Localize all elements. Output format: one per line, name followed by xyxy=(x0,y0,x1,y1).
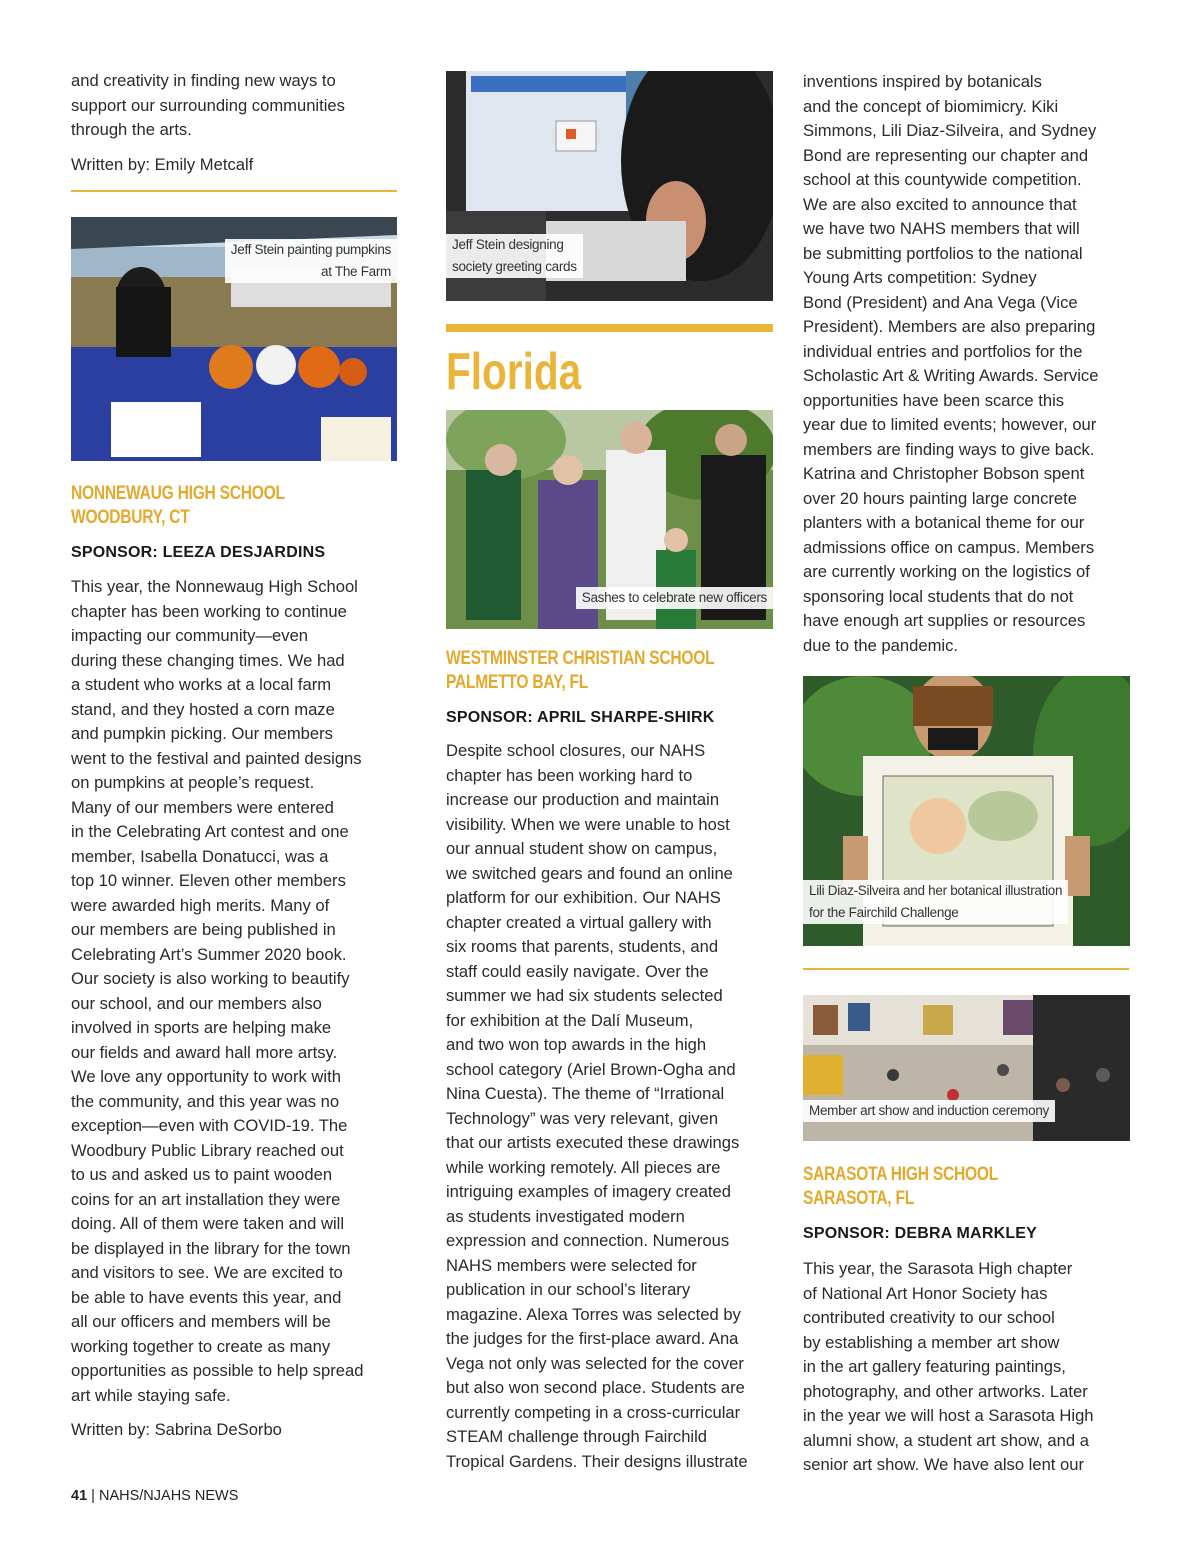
text-line: photography, and other artworks. Later xyxy=(803,1381,1088,1401)
text-line: our members are being published in xyxy=(71,920,336,939)
text-line: school at this countywide competition. xyxy=(803,170,1082,189)
text-line: staff could easily navigate. Over the xyxy=(446,961,709,981)
text-line: six rooms that parents, students, and xyxy=(446,937,719,956)
section-divider xyxy=(71,190,397,192)
text-line: due to the pandemic. xyxy=(803,635,958,655)
text-line: were awarded high merits. Many of xyxy=(71,895,330,915)
state-divider xyxy=(446,324,773,332)
text-line: Many of our members were entered xyxy=(71,797,334,817)
page-number: 41 xyxy=(71,1488,88,1504)
text-line: a student who works at a local farm xyxy=(71,675,332,694)
westminster-article-continued xyxy=(803,70,1139,658)
text-line: have enough art supplies or resources xyxy=(803,611,1086,630)
text-line: coins for an art installation they were xyxy=(71,1189,341,1209)
text-line: that our artists executed these drawings xyxy=(446,1133,740,1152)
text-line: and pumpkin picking. Our members xyxy=(71,724,333,743)
text-line: Our society is also working to beautify xyxy=(71,969,350,988)
text-line: exception—even with COVID-19. The xyxy=(71,1116,348,1135)
text-line: chapter created a virtual gallery with xyxy=(446,912,712,932)
text-line: all our officers and members will be xyxy=(71,1312,331,1331)
text-line: the judges for the first-place award. Ana xyxy=(446,1329,739,1348)
text-line: President). Members are also preparing xyxy=(803,317,1096,336)
caption-line: Lili Diaz-Silveira and her botanical illustration xyxy=(809,883,1063,898)
text-line: chapter has been working to continue xyxy=(71,601,347,621)
text-line: opportunities as possible to help spread xyxy=(71,1361,364,1380)
pumpkin-painting-photo xyxy=(71,217,397,461)
text-line: Bond (President) and Ana Vega (Vice xyxy=(803,292,1078,312)
school-heading-westminster xyxy=(446,647,773,695)
text-line: publication in our school’s literary xyxy=(446,1280,691,1299)
text-line: involved in sports are helping make xyxy=(71,1018,332,1037)
text-line: as students investigated modern xyxy=(446,1206,685,1226)
sashes-officers-photo xyxy=(446,410,773,629)
text-line: Technology” was very relevant, given xyxy=(446,1108,719,1128)
text-line: in the art gallery featuring paintings, xyxy=(803,1357,1066,1376)
text-line: admissions office on campus. Members xyxy=(803,537,1095,557)
text-line: platform for our exhibition. Our NAHS xyxy=(446,888,721,907)
nonnewaug-article xyxy=(71,575,407,1443)
text-line: Bond are representing our chapter and xyxy=(803,145,1089,165)
school-name: NONNEWAUG HIGH SCHOOL xyxy=(71,483,285,504)
sarasota-article xyxy=(803,1257,1139,1478)
school-location: WOODBURY, CT xyxy=(71,507,190,528)
text-line: our fields and award hall more artsy. xyxy=(71,1042,338,1062)
left-intro xyxy=(71,69,401,177)
text-line: senior art show. We have also lent our xyxy=(803,1455,1085,1474)
footer-separator: | xyxy=(91,1488,95,1504)
caption-line: for the Fairchild Challenge xyxy=(809,905,959,920)
text-line: are currently working on the logistics of xyxy=(803,562,1090,581)
text-line: through the arts. xyxy=(71,120,192,139)
text-line: in the Celebrating Art contest and one xyxy=(71,822,349,841)
text-line: magazine. Alexa Torres was selected by xyxy=(446,1304,741,1324)
text-line: Despite school closures, our NAHS xyxy=(446,741,706,760)
text-line: art while staying safe. xyxy=(71,1385,231,1405)
text-line: We are also excited to announce that xyxy=(803,194,1077,214)
text-line: summer we had six students selected xyxy=(446,986,723,1005)
author-credit: Written by: Sabrina DeSorbo xyxy=(71,1420,282,1439)
caption-line: Jeff Stein painting pumpkins xyxy=(230,242,391,257)
text-line: Vega not only was selected for the cover xyxy=(446,1353,744,1373)
text-line: impacting our community—even xyxy=(71,626,309,645)
text-line: planters with a botanical theme for our xyxy=(803,513,1085,532)
text-line: stand, and they hosted a corn maze xyxy=(71,699,335,719)
text-line: went to the festival and painted designs xyxy=(71,748,362,768)
school-location: PALMETTO BAY, FL xyxy=(446,672,589,693)
text-line: working together to create as many xyxy=(71,1336,331,1356)
text-line: be displayed in the library for the town xyxy=(71,1238,351,1258)
text-line: Young Arts competition: Sydney xyxy=(803,268,1037,287)
text-line: and two won top awards in the high xyxy=(446,1035,707,1054)
greeting-card-design-photo xyxy=(446,71,773,301)
text-line: Katrina and Christopher Bobson spent xyxy=(803,464,1085,483)
photo-caption xyxy=(446,234,583,278)
text-line: on pumpkins at people’s request. xyxy=(71,773,315,792)
text-line: chapter has been working hard to xyxy=(446,765,693,785)
text-line: members are finding ways to give back. xyxy=(803,439,1095,459)
school-name: WESTMINSTER CHRISTIAN SCHOOL xyxy=(446,648,715,669)
text-line: inventions inspired by botanicals xyxy=(803,72,1042,91)
photo-caption xyxy=(225,239,397,283)
text-line: Celebrating Art’s Summer 2020 book. xyxy=(71,944,347,964)
caption-line: Jeff Stein designing xyxy=(452,237,564,252)
text-line: for exhibition at the Dalí Museum, xyxy=(446,1010,694,1030)
caption-line: society greeting cards xyxy=(452,259,577,274)
text-line: Nina Cuesta). The theme of “Irrational xyxy=(446,1084,725,1103)
westminster-article xyxy=(446,739,782,1474)
school-name: SARASOTA HIGH SCHOOL xyxy=(803,1164,999,1185)
text-line: support our surrounding communities xyxy=(71,95,345,115)
caption-line: at The Farm xyxy=(321,264,391,279)
text-line: alumni show, a student art show, and a xyxy=(803,1430,1089,1450)
text-line: our annual student show on campus, xyxy=(446,839,718,858)
text-line: in the year we will host a Sarasota High xyxy=(803,1406,1094,1425)
text-line: This year, the Nonnewaug High School xyxy=(71,577,358,596)
text-line: expression and connection. Numerous xyxy=(446,1231,730,1250)
author-credit: Written by: Emily Metcalf xyxy=(71,154,254,174)
text-line: Scholastic Art & Writing Awards. Service xyxy=(803,366,1099,385)
text-line: we have two NAHS members that will xyxy=(803,219,1080,238)
page-footer xyxy=(71,1488,238,1504)
text-line: top 10 winner. Eleven other members xyxy=(71,871,346,890)
text-line: of National Art Honor Society has xyxy=(803,1283,1048,1303)
text-line: increase our production and maintain xyxy=(446,790,720,809)
text-line: Simmons, Lili Diaz-Silveira, and Sydney xyxy=(803,121,1097,140)
text-line: but also won second place. Students are xyxy=(446,1378,745,1397)
text-line: visibility. When we were unable to host xyxy=(446,814,730,834)
publication-name: NAHS/NJAHS NEWS xyxy=(98,1488,239,1504)
text-line: NAHS members were selected for xyxy=(446,1255,697,1275)
text-line: be submitting portfolios to the national xyxy=(803,243,1083,263)
text-line: Woodbury Public Library reached out xyxy=(71,1140,344,1160)
text-line: to us and asked us to paint wooden xyxy=(71,1165,333,1184)
sponsor-line: SPONSOR: APRIL SHARPE-SHIRK xyxy=(446,709,715,726)
text-line: while working remotely. All pieces are xyxy=(446,1157,721,1177)
text-line: We love any opportunity to work with xyxy=(71,1067,341,1086)
text-line: and visitors to see. We are excited to xyxy=(71,1263,343,1282)
text-line: contributed creativity to our school xyxy=(803,1308,1055,1327)
text-line: member, Isabella Donatucci, was a xyxy=(71,846,329,866)
text-line: STEAM challenge through Fairchild xyxy=(446,1427,708,1446)
state-heading: Florida xyxy=(446,343,582,401)
sponsor-line: SPONSOR: DEBRA MARKLEY xyxy=(803,1225,1038,1242)
text-line: we switched gears and found an online xyxy=(446,863,733,883)
text-line: and the concept of biomimicry. Kiki xyxy=(803,96,1059,116)
text-line: the community, and this year was no xyxy=(71,1091,340,1111)
article-paragraph xyxy=(71,575,407,1408)
text-line: during these changing times. We had xyxy=(71,650,345,670)
text-line: intriguing examples of imagery created xyxy=(446,1182,732,1201)
photo-caption xyxy=(803,880,1068,924)
school-heading-nonnewaug xyxy=(71,482,332,530)
text-line: be able to have events this year, and xyxy=(71,1287,342,1307)
art-show-photo xyxy=(803,995,1130,1141)
text-line: individual entries and portfolios for the xyxy=(803,341,1083,361)
section-divider xyxy=(803,968,1129,970)
text-line: and creativity in finding new ways to xyxy=(71,71,336,90)
photo-caption: Sashes to celebrate new officers xyxy=(576,587,773,609)
text-line: sponsoring local students that do not xyxy=(803,586,1074,606)
school-heading-sarasota xyxy=(803,1163,1041,1211)
text-line: currently competing in a cross-curricular xyxy=(446,1402,741,1422)
school-location: SARASOTA, FL xyxy=(803,1188,915,1209)
botanical-illustration-photo xyxy=(803,676,1130,946)
text-line: opportunities have been scarce this xyxy=(803,390,1065,410)
text-line: over 20 hours painting large concrete xyxy=(803,488,1077,508)
text-line: year due to limited events; however, our xyxy=(803,415,1097,434)
sponsor-line: SPONSOR: LEEZA DESJARDINS xyxy=(71,544,326,561)
text-line: by establishing a member art show xyxy=(803,1332,1060,1352)
text-line: doing. All of them were taken and will xyxy=(71,1214,345,1233)
text-line: our school, and our members also xyxy=(71,993,322,1013)
text-line: school category (Ariel Brown-Ogha and xyxy=(446,1059,736,1079)
intro-paragraph xyxy=(71,69,401,143)
text-line: This year, the Sarasota High chapter xyxy=(803,1259,1073,1278)
photo-caption: Member art show and induction ceremony xyxy=(803,1100,1055,1122)
text-line: Tropical Gardens. Their designs illustrate xyxy=(446,1451,748,1471)
